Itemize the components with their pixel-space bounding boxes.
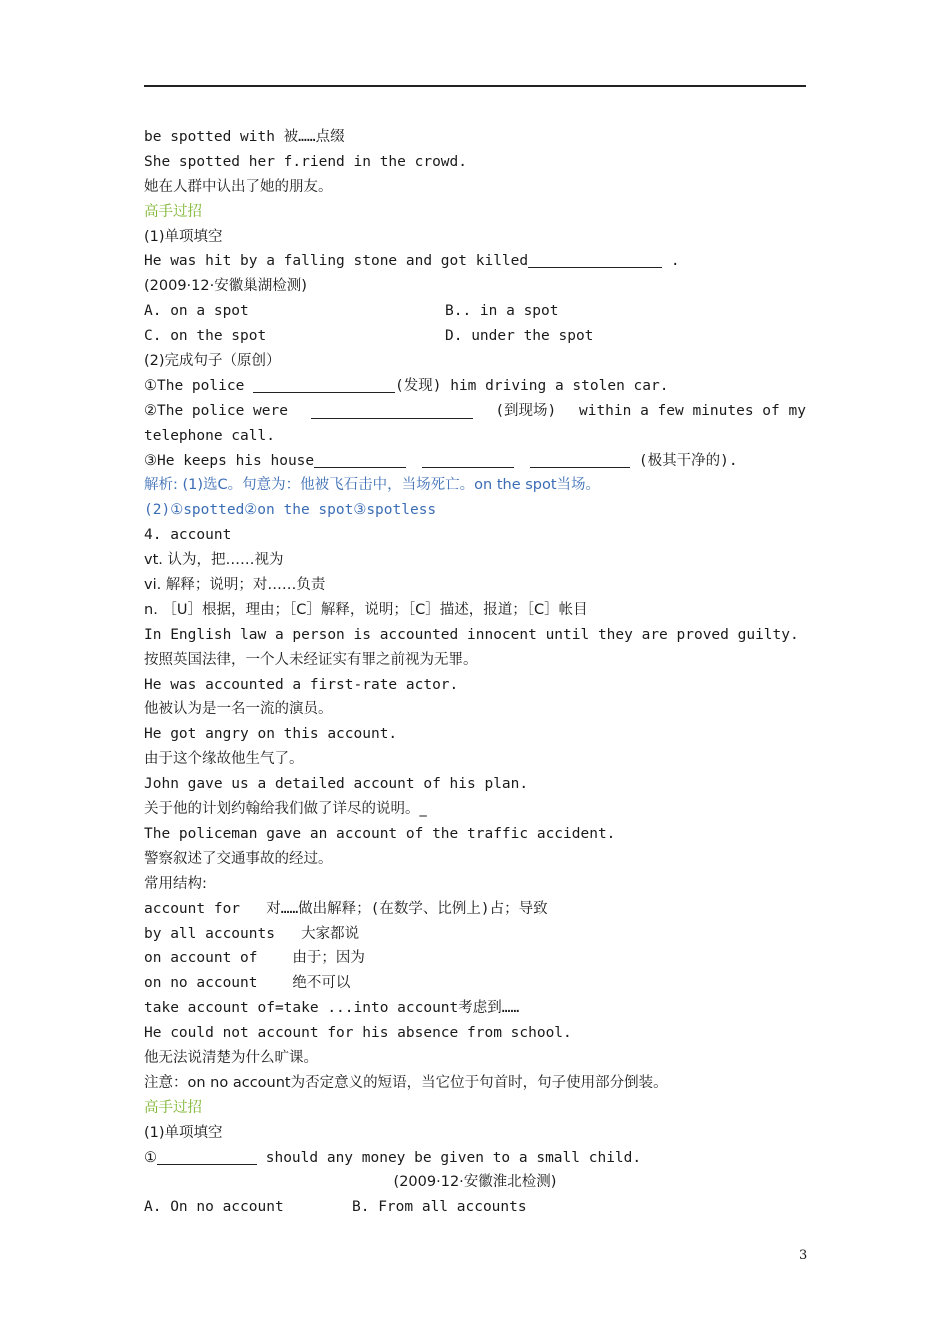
answer-blank [528, 252, 662, 268]
text-line: 注意：on no account为否定意义的短语，当它位于句首时，句子使用部分倒装。 [144, 1074, 668, 1091]
option-a: A. on a spot [144, 303, 249, 320]
question-line [144, 449, 806, 474]
question-text: (发现) him driving a stolen car. [395, 377, 669, 394]
text-line: He was accounted a first-rate actor. [144, 676, 459, 693]
answer-blank [422, 452, 514, 468]
text-line: 按照英国法律，一个人未经证实有罪之前视为无罪。 [144, 651, 478, 668]
text-line: She spotted her f.riend in the crowd. [144, 153, 468, 170]
answer-explanation: 解析: (1)选C。句意为：他被飞石击中，当场死亡。on the spot当场。 [144, 477, 601, 494]
question-line [144, 374, 806, 399]
answer-blank [314, 452, 406, 468]
text-line: telephone call. [144, 427, 275, 444]
text-line: by all accounts 大家都说 [144, 925, 360, 942]
text-line: n. ［U］根据，理由；［C］解释，说明；［C］描述，报道；［C］帐目 [144, 601, 588, 618]
text-line: 警察叙述了交通事故的经过。 [144, 850, 333, 867]
question-text: . [662, 253, 680, 270]
page-number: 3 [799, 1248, 808, 1263]
text-line: be spotted with 被……点缀 [144, 129, 345, 145]
question-text: He was hit by a falling stone and got killed [144, 253, 529, 270]
question-text: should any money be given to a small child. [257, 1149, 642, 1166]
option-b: B. From all accounts [352, 1199, 527, 1216]
options-row [144, 1195, 806, 1220]
text-line: (1)单项填空 [144, 228, 223, 245]
option-d: D. under the spot [445, 328, 594, 345]
text-line: 她在人群中认出了她的朋友。 [144, 178, 333, 195]
question-text: ③He keeps his house [144, 452, 315, 469]
text-line: 由于这个缘故他生气了。 [144, 751, 304, 768]
text-line: (2)完成句子（原创） [144, 353, 281, 370]
question-text: (到现场) [495, 402, 557, 419]
text-line: vt. 认为，把……视为 [144, 552, 284, 569]
text-line: (1)单项填空 [144, 1124, 223, 1141]
options-row [144, 324, 806, 349]
text-line: He got angry on this account. [144, 726, 398, 743]
question-line [144, 399, 806, 424]
options-row [144, 299, 806, 324]
text-line: John gave us a detailed account of his plan. [144, 776, 529, 793]
text-line: 4. account [144, 527, 232, 544]
document-body [144, 125, 806, 1220]
answer-explanation: (2)①spotted②on the spot③spotless [144, 502, 437, 519]
source-line: (2009·12·安徽巢湖检测) [144, 278, 307, 295]
question-line [144, 1146, 806, 1171]
answer-blank [253, 377, 395, 393]
option-c: C. on the spot [144, 328, 267, 345]
question-text: ① [144, 1149, 157, 1166]
text-line: In English law a person is accounted innocent until they are proved guilty. [144, 626, 799, 643]
section-heading: 高手过招 [144, 203, 202, 220]
question-text: ②The police were [144, 402, 288, 419]
header-rule [144, 85, 806, 87]
text-line: 常用结构: [144, 875, 207, 892]
option-a: A. On no account [144, 1199, 284, 1216]
question-text: within a few minutes of my [578, 402, 806, 419]
text-line: He could not account for his absence from school. [144, 1025, 572, 1042]
text-line: 关于他的计划约翰给我们做了详尽的说明。_ [144, 801, 427, 818]
question-text: ①The police [144, 377, 254, 394]
answer-blank [311, 403, 473, 419]
question-line [144, 249, 806, 274]
option-b: B.. in a spot [445, 303, 559, 320]
text-line: 他被认为是一名一流的演员。 [144, 701, 333, 718]
text-line: take account of=take ...into account考虑到…… [144, 1000, 520, 1017]
text-line: account for 对……做出解释；(在数学、比例上)占；导致 [144, 900, 548, 917]
answer-blank [157, 1149, 257, 1165]
question-text: (极其干净的). [630, 452, 738, 469]
source-line: (2009·12·安徽淮北检测) [393, 1174, 557, 1191]
text-line: The policeman gave an account of the traffic accident. [144, 825, 616, 842]
text-line: on account of 由于；因为 [144, 950, 365, 967]
answer-blank [530, 452, 630, 468]
text-line: on no account 绝不可以 [144, 975, 351, 992]
text-line: vi. 解释；说明；对……负责 [144, 577, 326, 594]
text-line: 他无法说清楚为什么旷课。 [144, 1049, 318, 1066]
section-heading: 高手过招 [144, 1099, 202, 1116]
